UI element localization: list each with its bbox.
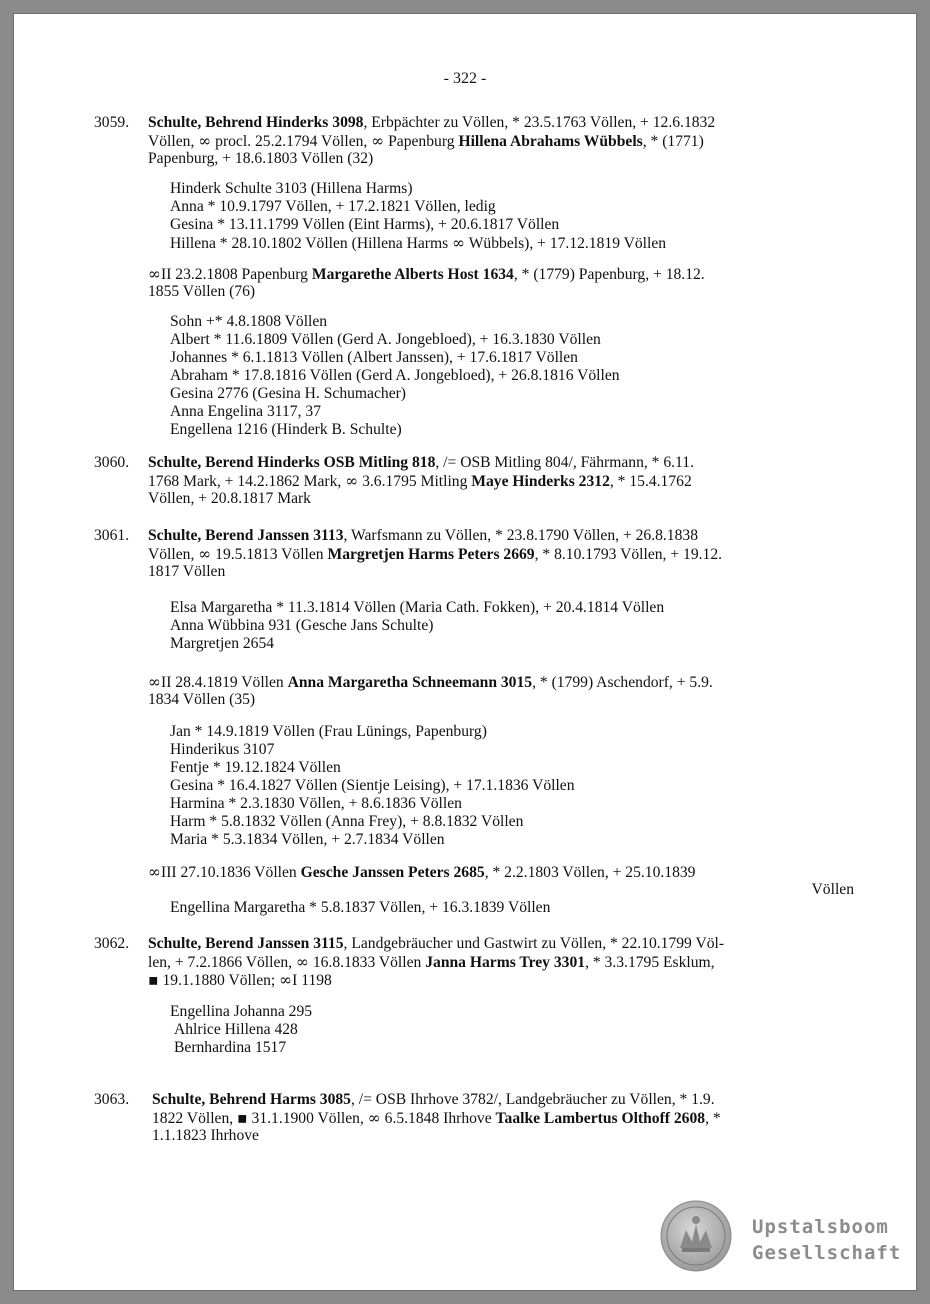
entry-line: 1768 Mark, + 14.2.1862 Mark, ∞ 3.6.1795 Mitling Maye Hinderks 2312, * 15.4.1762	[148, 472, 692, 490]
entry-line: 1834 Völlen (35)	[148, 691, 256, 708]
entry-line: Papenburg, + 18.6.1803 Völlen (32)	[148, 150, 374, 167]
child-line: Gesina 2776 (Gesina H. Schumacher)	[170, 385, 407, 402]
document-text	[14, 14, 916, 1290]
child-line: Johannes * 6.1.1813 Völlen (Albert Janssen), + 17.6.1817 Völlen	[170, 349, 578, 366]
child-line: Sohn +* 4.8.1808 Völlen	[170, 313, 328, 330]
entry-line: 1822 Völlen, ▪ 31.1.1900 Völlen, ∞ 6.5.1848 Ihrhove Taalke Lambertus Olthoff 2608, *	[152, 1109, 721, 1127]
entry-line: Völlen, ∞ procl. 25.2.1794 Völlen, ∞ Papenburg Hillena Abrahams Wübbels, * (1771)	[148, 132, 704, 150]
document-page	[14, 14, 916, 1290]
child-line: Albert * 11.6.1809 Völlen (Gerd A. Jongebloed), + 16.3.1830 Völlen	[170, 331, 601, 348]
entry-line: ▪ 19.1.1880 Völlen; ∞I 1198	[148, 971, 332, 989]
child-line: Abraham * 17.8.1816 Völlen (Gerd A. Jongebloed), + 26.8.1816 Völlen	[170, 367, 620, 384]
entry-line: Völlen	[811, 881, 854, 898]
child-line: Elsa Margaretha * 11.3.1814 Völlen (Maria Cath. Fokken), + 20.4.1814 Völlen	[170, 599, 665, 616]
entry-line: 1855 Völlen (76)	[148, 283, 256, 300]
child-line: Engellina Margaretha * 5.8.1837 Völlen, + 16.3.1839 Völlen	[170, 899, 551, 916]
child-line: Anna Wübbina 931 (Gesche Jans Schulte)	[170, 617, 434, 634]
entry-line: Schulte, Behrend Harms 3085, /= OSB Ihrhove 3782/, Landgebräucher zu Völlen, * 1.9.	[152, 1091, 715, 1108]
child-line: Bernhardina 1517	[174, 1039, 287, 1056]
child-line: Jan * 14.9.1819 Völlen (Frau Lünings, Papenburg)	[170, 723, 487, 740]
child-line: Maria * 5.3.1834 Völlen, + 2.7.1834 Völlen	[170, 831, 445, 848]
child-line: Hinderikus 3107	[170, 741, 275, 758]
entry-line: 1.1.1823 Ihrhove	[152, 1127, 259, 1144]
entry-line: Schulte, Berend Hinderks OSB Mitling 818, /= OSB Mitling 804/, Fährmann, * 6.11.	[148, 454, 694, 471]
child-line: Engellena 1216 (Hinderk B. Schulte)	[170, 421, 402, 438]
child-line: Anna Engelina 3117, 37	[170, 403, 321, 420]
entry-line: Schulte, Behrend Hinderks 3098, Erbpächter zu Völlen, * 23.5.1763 Völlen, + 12.6.1832	[148, 114, 716, 131]
child-line: Engellina Johanna 295	[170, 1003, 313, 1020]
entry-line: ∞III 27.10.1836 Völlen Gesche Janssen Peters 2685, * 2.2.1803 Völlen, + 25.10.1839	[148, 863, 696, 881]
child-line: Hinderk Schulte 3103 (Hillena Harms)	[170, 180, 413, 197]
child-line: Gesina * 16.4.1827 Völlen (Sientje Leising), + 17.1.1836 Völlen	[170, 777, 575, 794]
child-line: Fentje * 19.12.1824 Völlen	[170, 759, 341, 776]
child-line: Harm * 5.8.1832 Völlen (Anna Frey), + 8.8.1832 Völlen	[170, 813, 524, 830]
brand-line-2: Gesellschaft	[752, 1242, 902, 1264]
child-line: Hillena * 28.10.1802 Völlen (Hillena Harms ∞ Wübbels), + 17.12.1819 Völlen	[170, 234, 667, 252]
entry-line: Schulte, Berend Janssen 3115, Landgebräucher und Gastwirt zu Völlen, * 22.10.1799 Völ-	[148, 935, 725, 952]
entry-number: 3063.	[94, 1091, 130, 1108]
child-line: Anna * 10.9.1797 Völlen, + 17.2.1821 Völlen, ledig	[170, 198, 496, 215]
entry-line: ∞II 28.4.1819 Völlen Anna Margaretha Schneemann 3015, * (1799) Aschendorf, + 5.9.	[148, 673, 713, 691]
brand-line-1: Upstalsboom	[752, 1216, 889, 1238]
entry-number: 3059.	[94, 114, 130, 131]
entry-number: 3061.	[94, 527, 130, 544]
entry-line: 1817 Völlen	[148, 563, 226, 580]
entry-line: Schulte, Berend Janssen 3113, Warfsmann zu Völlen, * 23.8.1790 Völlen, + 26.8.1838	[148, 527, 698, 544]
entry-number: 3060.	[94, 454, 130, 471]
child-line: Margretjen 2654	[170, 635, 275, 652]
entry-line: Völlen, + 20.8.1817 Mark	[148, 490, 311, 507]
child-line: Ahlrice Hillena 428	[174, 1021, 298, 1038]
page-number: - 322 -	[443, 70, 487, 87]
entry-line: ∞II 23.2.1808 Papenburg Margarethe Alberts Host 1634, * (1779) Papenburg, + 18.12.	[148, 265, 705, 283]
entry-line: len, + 7.2.1866 Völlen, ∞ 16.8.1833 Völlen Janna Harms Trey 3301, * 3.3.1795 Esklum,	[148, 953, 715, 971]
entry-line: Völlen, ∞ 19.5.1813 Völlen Margretjen Harms Peters 2669, * 8.10.1793 Völlen, + 19.12.	[148, 545, 723, 563]
society-seal-icon	[660, 1200, 732, 1272]
child-line: Gesina * 13.11.1799 Völlen (Eint Harms), + 20.6.1817 Völlen	[170, 216, 560, 233]
entry-number: 3062.	[94, 935, 130, 952]
child-line: Harmina * 2.3.1830 Völlen, + 8.6.1836 Völlen	[170, 795, 462, 812]
